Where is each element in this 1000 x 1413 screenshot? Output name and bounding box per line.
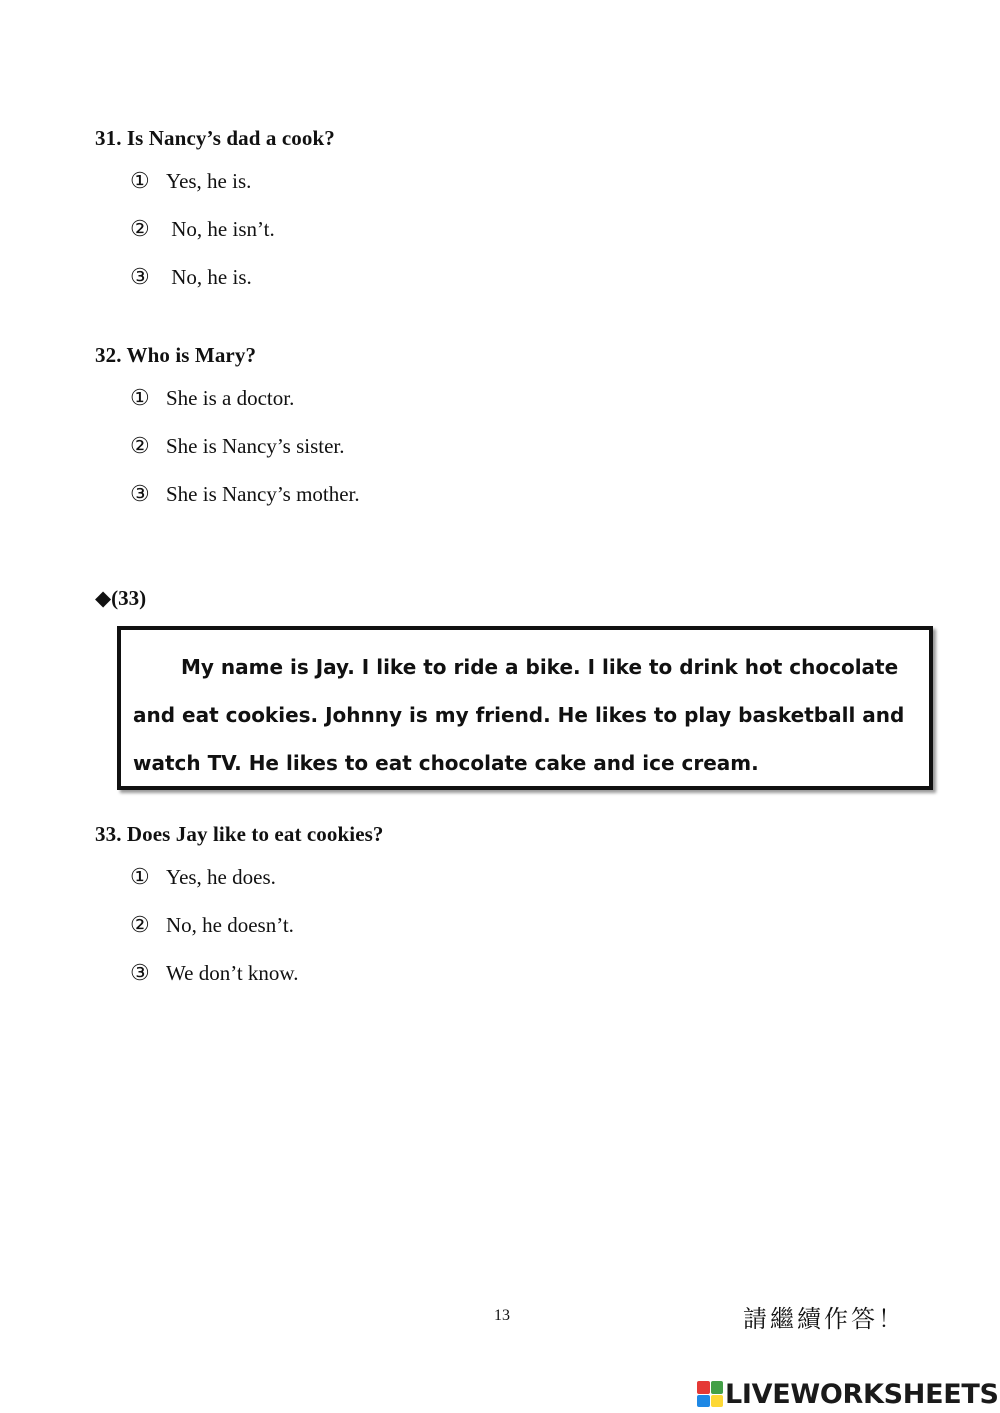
q33-option-3[interactable]	[130, 960, 298, 986]
q32-option-2[interactable]	[130, 433, 345, 459]
logo-mark-square	[697, 1395, 710, 1408]
logo-mark-icon	[697, 1381, 723, 1407]
logo-mark-square	[711, 1395, 724, 1408]
option-number: ③	[130, 264, 150, 289]
logo-mark-square	[697, 1381, 710, 1394]
option-number: ③	[130, 960, 150, 985]
reading-passage-box	[117, 626, 933, 790]
option-number: ②	[130, 912, 150, 937]
option-text: She is a doctor.	[166, 386, 295, 410]
q31-option-2[interactable]	[130, 216, 275, 242]
reading-passage: My name is Jay. I like to ride a bike. I like to drink hot chocolate and eat cookies. Johnny is my friend. He likes to play basketball and watch TV. He likes to eat chocolate cake and ice cream.	[133, 655, 905, 775]
liveworksheets-logo[interactable]	[697, 1378, 999, 1410]
question-31-title: 31. Is Nancy’s dad a cook?	[95, 126, 335, 150]
q32-option-1[interactable]	[130, 385, 294, 411]
option-text: We don’t know.	[166, 961, 299, 985]
q32-option-3[interactable]	[130, 481, 360, 507]
q33-option-1[interactable]	[130, 864, 276, 890]
option-text: No, he isn’t.	[166, 217, 275, 241]
q33-option-2[interactable]	[130, 912, 294, 938]
option-number: ①	[130, 864, 150, 889]
section-marker: ◆(33)	[95, 586, 147, 610]
option-text: No, he is.	[166, 265, 252, 289]
logo-text: LIVEWORKSHEETS	[725, 1378, 999, 1410]
option-text: No, he doesn’t.	[166, 913, 294, 937]
logo-mark-square	[711, 1381, 724, 1394]
option-text: She is Nancy’s mother.	[166, 482, 360, 506]
option-text: Yes, he does.	[166, 865, 276, 889]
option-text: She is Nancy’s sister.	[166, 434, 345, 458]
option-number: ②	[130, 433, 150, 458]
option-number: ③	[130, 481, 150, 506]
question-32-title: 32. Who is Mary?	[95, 343, 257, 367]
question-33-title: 33. Does Jay like to eat cookies?	[95, 822, 384, 846]
q31-option-3[interactable]	[130, 264, 252, 290]
continue-instruction: 請繼續作答！	[743, 1305, 905, 1333]
option-number: ①	[130, 385, 150, 410]
page-number: 13	[494, 1307, 510, 1324]
option-text: Yes, he is.	[166, 169, 252, 193]
option-number: ①	[130, 168, 150, 193]
q31-option-1[interactable]	[130, 168, 251, 194]
option-number: ②	[130, 216, 150, 241]
